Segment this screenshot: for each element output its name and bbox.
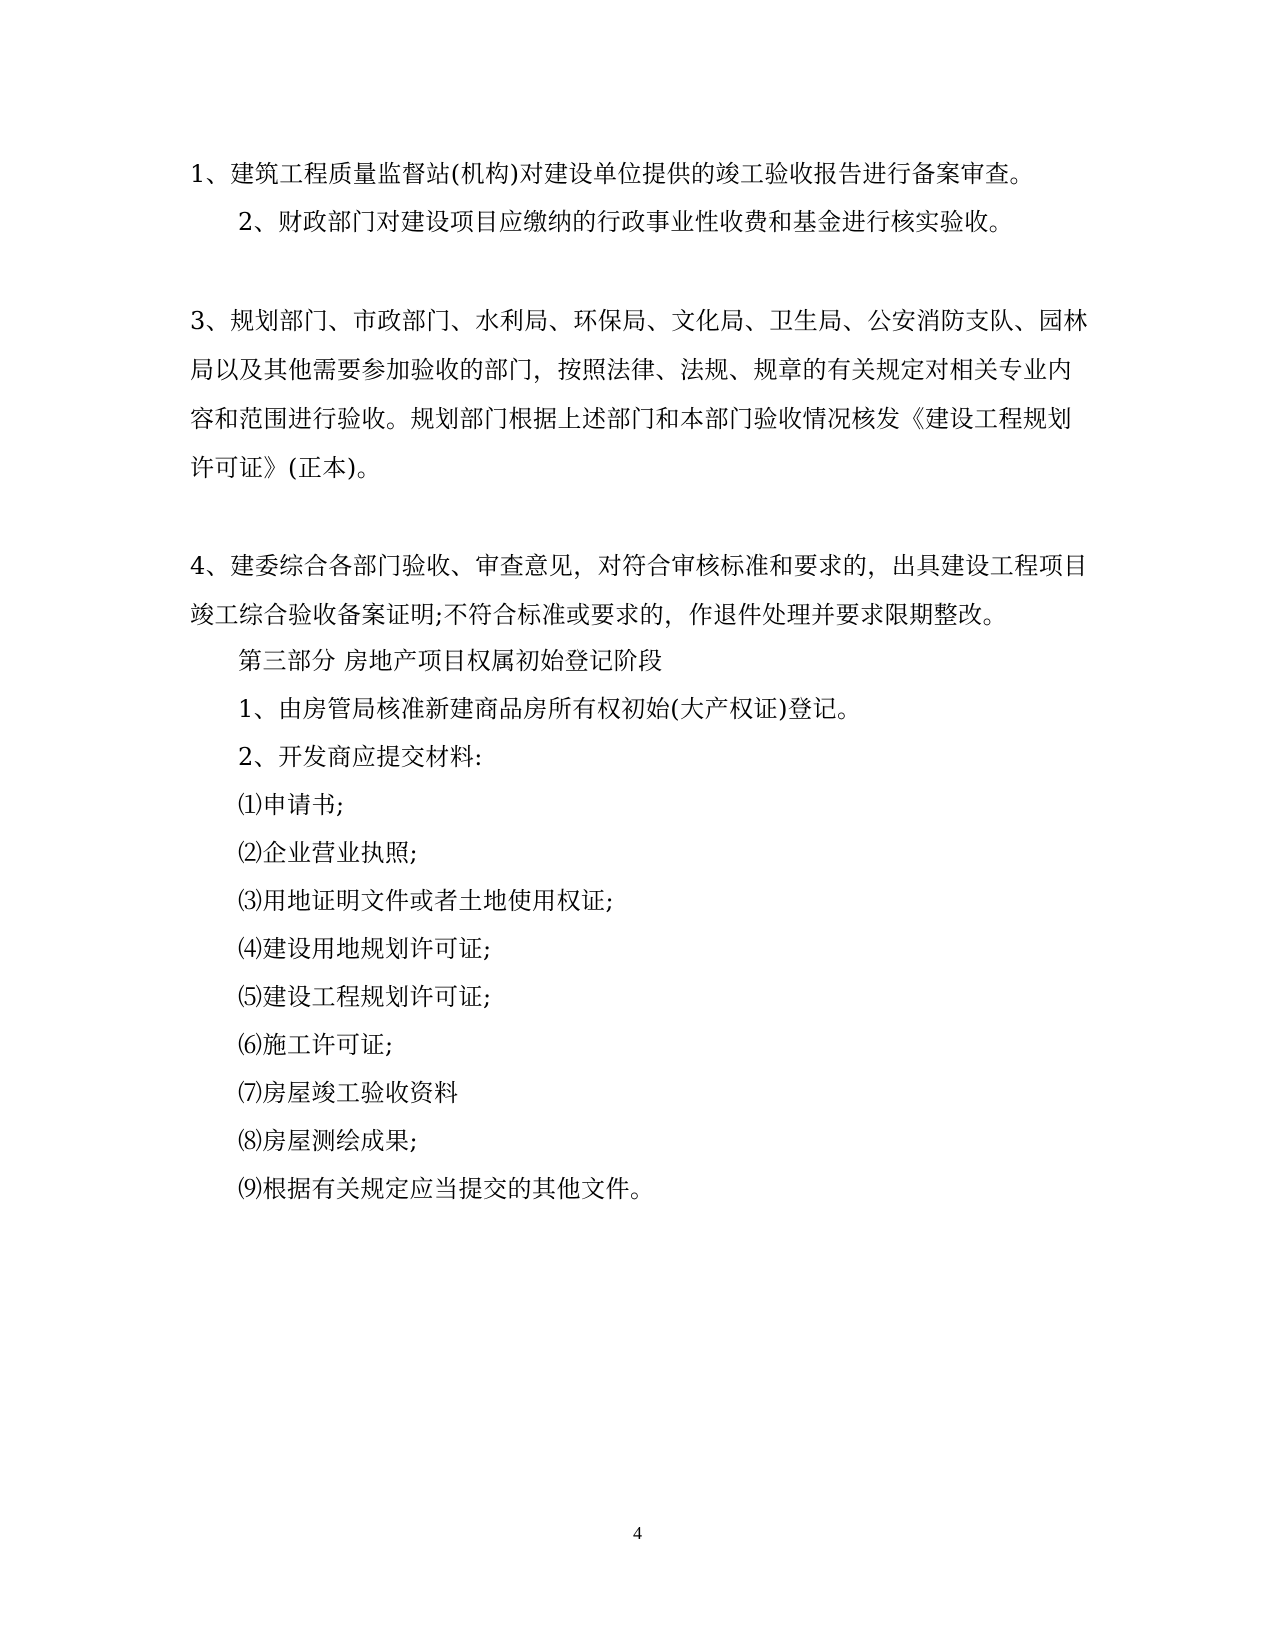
list-item: ⑷建设用地规划许可证;	[238, 935, 492, 963]
list-item: ⑺房屋竣工验收资料	[238, 1079, 459, 1107]
list-item: ⑹施工许可证;	[238, 1031, 394, 1059]
section-item-2: 2、开发商应提交材料:	[238, 743, 483, 771]
paragraph-1: 1、建筑工程质量监督站(机构)对建设单位提供的竣工验收报告进行备案审查。	[190, 160, 1034, 188]
section-item-1: 1、由房管局核准新建商品房所有权初始(大产权证)登记。	[238, 695, 862, 723]
section-title: 第三部分 房地产项目权属初始登记阶段	[238, 647, 663, 675]
list-item: ⑴申请书;	[238, 791, 345, 819]
page-number: 4	[633, 1523, 642, 1543]
paragraph-4: 4、建委综合各部门验收、审查意见，对符合审核标准和要求的，出具建设工程项目竣工综合验收备案证明;不符合标准或要求的，作退件处理并要求限期整改。	[190, 552, 1088, 629]
paragraph-3: 3、规划部门、市政部门、水利局、环保局、文化局、卫生局、公安消防支队、园林局以及其他需要参加验收的部门，按照法律、法规、规章的有关规定对相关专业内容和范围进行验收。规划部门根据上述部门和本部门验收情况核发《建设工程规划许可证》(正本)。	[190, 307, 1088, 482]
list-item: ⑶用地证明文件或者土地使用权证;	[238, 887, 615, 915]
paragraph-2: 2、财政部门对建设项目应缴纳的行政事业性收费和基金进行核实验收。	[238, 208, 1014, 236]
list-item: ⑻房屋测绘成果;	[238, 1127, 419, 1155]
list-item: ⑼根据有关规定应当提交的其他文件。	[238, 1175, 655, 1203]
list-item: ⑵企业营业执照;	[238, 839, 419, 867]
list-item: ⑸建设工程规划许可证;	[238, 983, 492, 1011]
